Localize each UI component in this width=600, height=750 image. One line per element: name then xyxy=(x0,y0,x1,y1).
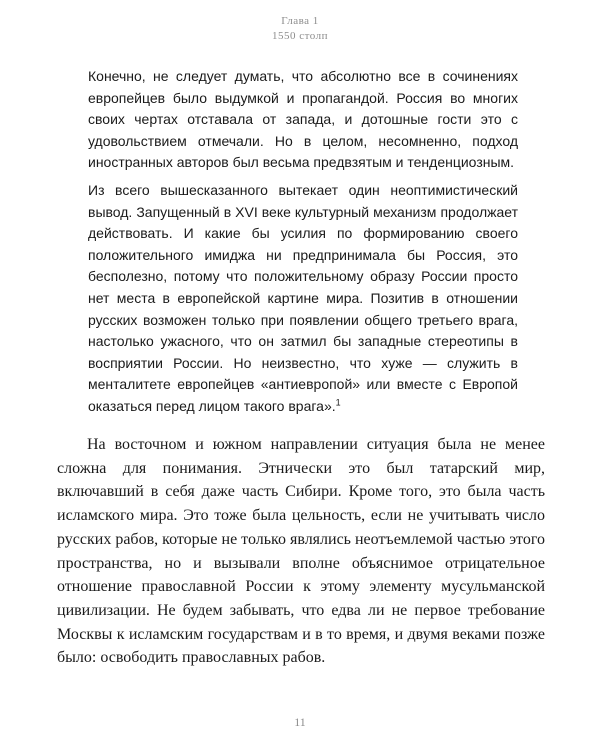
quote-paragraph-2-text: Из всего вышесказанного вытекает один неоптимистический вывод. Запущенный в XVI веке культурный механизм продолжает действовать. И какие бы усилия по формированию своего положительного имиджа ни предпринимала бы Россия, это бесполезно, потому что положительному образу России просто нет места в европейской картине мира. Позитив в отношении русских возможен только при появлении общего третьего врага, настолько ужасного, что он затмил бы западные стереотипы в восприятии России. Но неизвестно, что хуже — служить в менталитете европейцев «антиевропой» или вместе с Европой оказаться перед лицом такого врага». xyxy=(88,181,518,414)
running-head xyxy=(0,14,600,44)
chapter-title: Глава 1 xyxy=(281,15,319,27)
quote-paragraph-1: Конечно, не следует думать, что абсолютно все в сочинениях европейцев было выдумкой и пропагандой. Россия во многих своих чертах отставала от запада, и дотошные гости это с удовольствием отмечали. Но в целом, несомненно, подход иностранных авторов был весьма предвзятым и тенденциозным. xyxy=(88,68,518,171)
main-text xyxy=(57,433,545,670)
quote-paragraph-2 xyxy=(88,180,518,418)
footnote-marker: 1 xyxy=(335,397,341,408)
body-paragraph: На восточном и южном направлении ситуация была не менее сложна для понимания. Этнически это был татарский мир, включавший в себя даже часть Сибири. Кроме того, это была часть исламского мира. Это тоже была цельность, если не учитывать число русских рабов, которые не только являлись неотъемлемой частью этого пространства, но и вызывали вполне объяснимое отрицательное отношение православной России к этому элементу мусульманской цивилизации. Не будем забывать, что едва ли не первое требование Москвы к исламским государствам и в то время, и двумя веками позже было: освободить православных рабов. xyxy=(57,436,545,667)
chapter-subtitle: 1550 столп xyxy=(271,30,329,42)
quoted-passage xyxy=(88,66,518,418)
page-number: 11 xyxy=(294,715,306,729)
